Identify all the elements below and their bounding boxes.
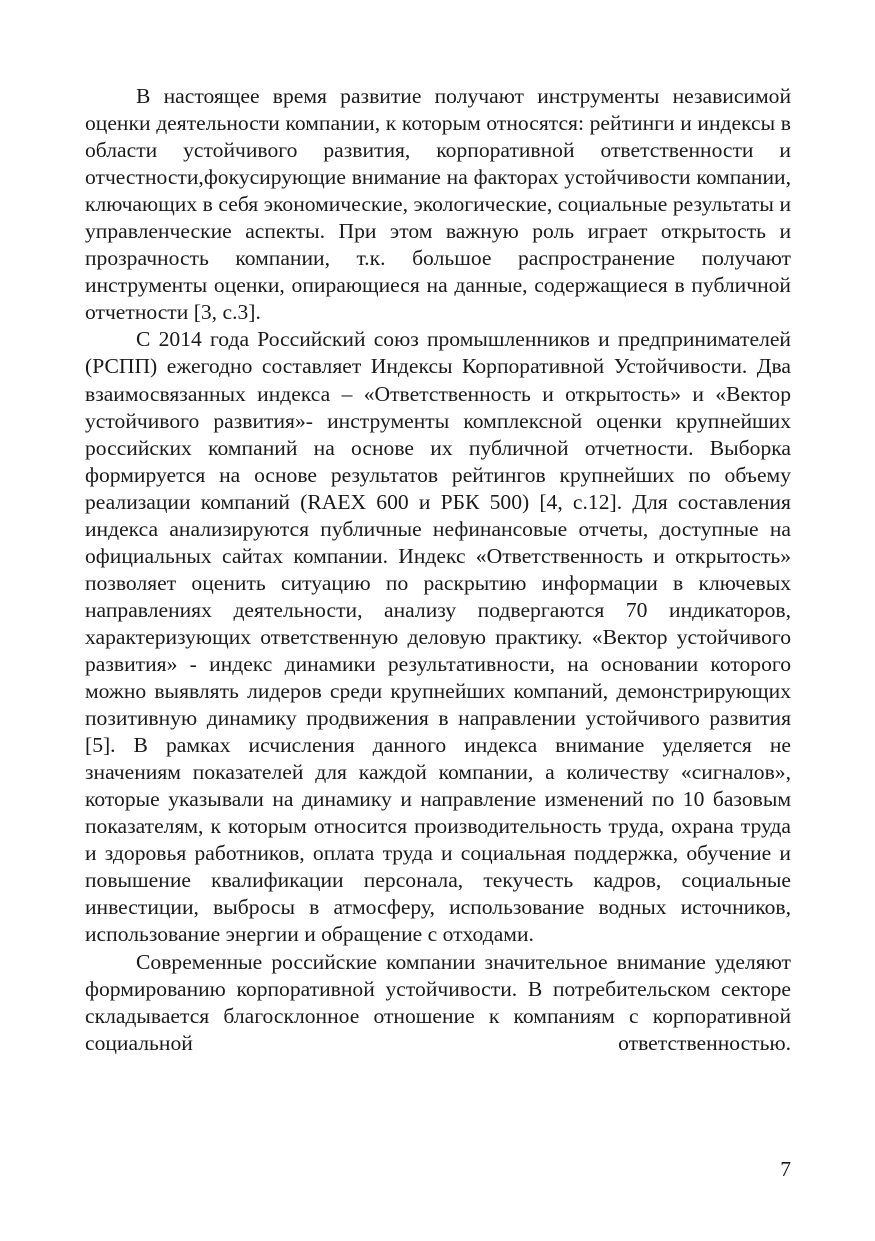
paragraph-independent-assessment: В настоящее время развитие получают инструменты независимой оценки деятельности компании, к которым относятся: рейтинги и индексы в области устойчивого развития, корпоративной ответственности и отчестности,фокусирующие внимание на факторах устойчивости компании, ключающих в себя экономические, экологические, социальные результаты и управленческие аспекты. При этом важную роль играет открытость и прозрачность компании, т.к. большое распространение получают инструменты оценки, опирающиеся на данные, содержащиеся в публичной отчетности [3, с.3]. <box>85 84 791 325</box>
paragraph-corporate-sustainability: Современные российские компании значительное внимание уделяют формированию корпоративной устойчивости. В потребительском секторе складывается благосклонное отношение к компаниям с корпоративной социальной ответственностью. <box>85 949 791 1055</box>
page-number: 7 <box>780 1157 791 1181</box>
paragraph-rspp-indices: С 2014 года Российский союз промышленников и предпринимателей (РСПП) ежегодно составляет Индексы Корпоративной Устойчивости. Два взаимосвязанных индекса – «Ответственность и открытость» и «Вектор устойчивого развития»- инструменты комплексной оценки крупнейших российских компаний на основе их публичной отчетности. Выборка формируется на основе результатов рейтингов крупнейших по объему реализации компаний (RAEX 600 и РБК 500) [4, с.12]. Для составления индекса анализируются публичные нефинансовые отчеты, доступные на официальных сайтах компании. Индекс «Ответственность и открытость» позволяет оценить ситуацию по раскрытию информации в ключевых направлениях деятельности, анализу подвергаются 70 индикаторов, характеризующих ответственную деловую практику. «Вектор устойчивого развития» - индекс динамики результативности, на основании которого можно выявлять лидеров среди крупнейших компаний, демонстрирующих позитивную динамику продвижения в направлении устойчивого развития [5]. В рамках исчисления данного индекса внимание уделяется не значениям показателей для каждой компании, а количеству «сигналов», которые указывали на динамику и направление изменений по 10 базовым показателям, к которым относится производительность труда, охрана труда и здоровья работников, оплата труда и социальная поддержка, обучение и повышение квалификации персонала, текучесть кадров, социальные инвестиции, выбросы в атмосферу, использование водных источников, использование энергии и обращение с отходами. <box>85 327 791 947</box>
document-body <box>85 83 791 1057</box>
